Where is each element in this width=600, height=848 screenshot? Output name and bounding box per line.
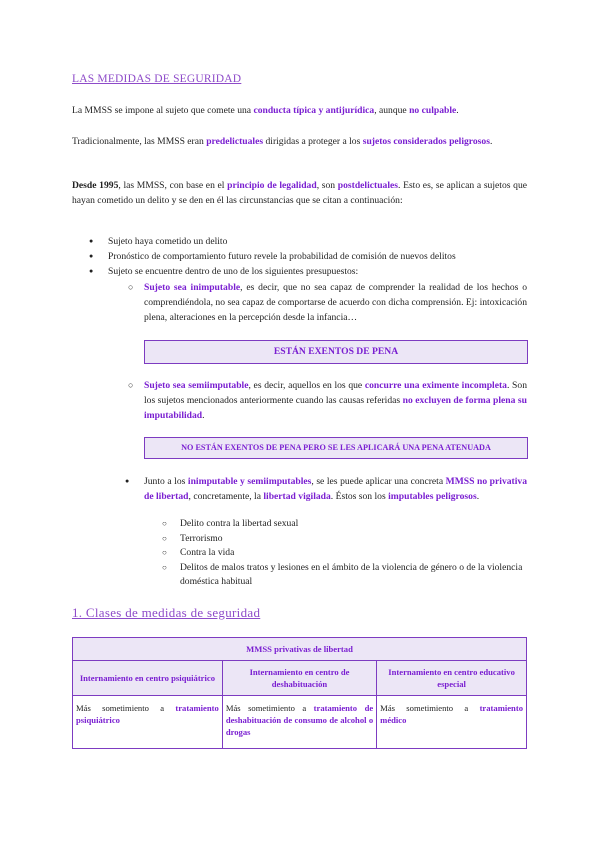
paragraph-mmss-definition [72, 103, 527, 118]
text: Junto a los [144, 476, 188, 487]
text: . [489, 136, 493, 147]
text: Más sometimiento a [76, 703, 176, 713]
text: , concretamente, la [188, 491, 264, 502]
highlight-text: predelictuales [206, 136, 264, 147]
column-header: Internamiento en centro educativo especial [377, 661, 527, 696]
bold-text: Desde 1995 [72, 180, 119, 191]
highlight-text: no culpable [409, 105, 457, 116]
highlight-text: sujetos considerados peligrosos [362, 136, 490, 147]
measures-table [72, 637, 527, 749]
text: , es decir, aquellos en los que [248, 380, 365, 391]
text: , es decir, que no sea capaz de comprender la realidad de los hechos o comprendiéndola, no sea capaz de comportarse de acuerdo con dicha comprensión. Ej: intoxicación plena, alteraciones en la percepción desde la infancia… [144, 282, 527, 323]
list-item: ○ Contra la vida [144, 546, 527, 561]
bullet-icon: ● [125, 477, 130, 485]
text: Más sometimiento a [225, 703, 314, 713]
text: dirigidas a proteger a los [263, 136, 363, 147]
highlight-text: imputables peligrosos [388, 491, 477, 502]
callout-reduced-penalty: NO ESTÁN EXENTOS DE PENA PERO SE LES APLICARÁ UNA PENA ATENUADA [144, 437, 528, 459]
text: Tradicionalmente, las MMSS eran [72, 136, 207, 147]
paragraph-traditional [72, 134, 527, 149]
list-item: ○ Terrorismo [144, 532, 527, 547]
text: Más sometimiento a [380, 703, 480, 713]
section-heading: 1. Clases de medidas de seguridad [72, 605, 261, 620]
highlight-text: postdelictuales [337, 180, 399, 191]
table-caption: MMSS privativas de libertad [73, 638, 527, 661]
text: , aunque [374, 105, 410, 116]
circle-bullet-icon: ○ [128, 282, 134, 292]
paragraph-since-1995 [72, 178, 527, 208]
table-cell [377, 696, 527, 749]
text: . Éstos son los [330, 491, 389, 502]
text: . [202, 410, 205, 421]
highlight-text: conducta típica y antijurídica [253, 105, 375, 116]
highlight-text: tratamiento médico [380, 703, 523, 725]
table-row [73, 696, 527, 749]
list-item: ○ Delito contra la libertad sexual [144, 517, 527, 532]
circle-bullet-icon: ○ [128, 380, 134, 390]
sublist-item-text [144, 378, 527, 423]
highlight-text: tratamiento psiquiátrico [76, 703, 219, 725]
table-cell [222, 696, 376, 749]
text: . [456, 105, 459, 116]
list-item: ● Pronóstico de comportamiento futuro revele la probabilidad de comisión de nuevos delitos [72, 249, 527, 264]
callout-exempt: ESTÁN EXENTOS DE PENA [144, 340, 528, 364]
list-item: ● Sujeto haya cometido un delito [72, 234, 527, 249]
document-title: LAS MEDIDAS DE SEGURIDAD [72, 73, 242, 85]
highlight-text: Sujeto sea semiimputable [144, 380, 249, 391]
list-item-text [144, 474, 527, 504]
column-header: Internamiento en centro psiquiátrico [73, 661, 223, 696]
table-cell [73, 696, 223, 749]
highlight-text: libertad vigilada [263, 491, 331, 502]
column-header: Internamiento en centro de deshabituación [222, 661, 376, 696]
highlight-text: no excluyen de forma plena su imputabilidad [144, 395, 527, 421]
list-item: ● Sujeto se encuentre dentro de uno de los siguientes presupuestos: [72, 264, 527, 279]
highlight-text: Sujeto sea inimputable [144, 282, 241, 293]
text: . [476, 491, 480, 502]
text: La MMSS se impone al sujeto que comete una [72, 105, 254, 116]
text: , son [316, 180, 338, 191]
text: , se les puede aplicar una concreta [311, 476, 446, 487]
list-item: ○ Delitos de malos tratos y lesiones en el ámbito de la violencia de género o de la violencia doméstica habitual [144, 561, 527, 590]
text: , las MMSS, con base en el [118, 180, 228, 191]
highlight-text: concurre una eximente incompleta [364, 380, 507, 391]
highlight-text: MMSS no privativa de libertad [144, 476, 527, 502]
highlight-text: principio de legalidad [227, 180, 317, 191]
text: . Esto es, se aplican a sujetos que hayan cometido un delito y se den en él las circunstancias que se citan a continuación: [72, 180, 527, 206]
text: . Son los sujetos mencionados anteriormente cuando las causas referidas [144, 380, 527, 406]
sublist-item-text [144, 280, 527, 325]
crime-types-list [144, 517, 527, 590]
requirements-list [72, 234, 527, 279]
highlight-text: tratamiento de deshabituación de consumo de alcohol o drogas [225, 703, 374, 737]
highlight-text: inimputable y semiimputables [187, 476, 312, 487]
